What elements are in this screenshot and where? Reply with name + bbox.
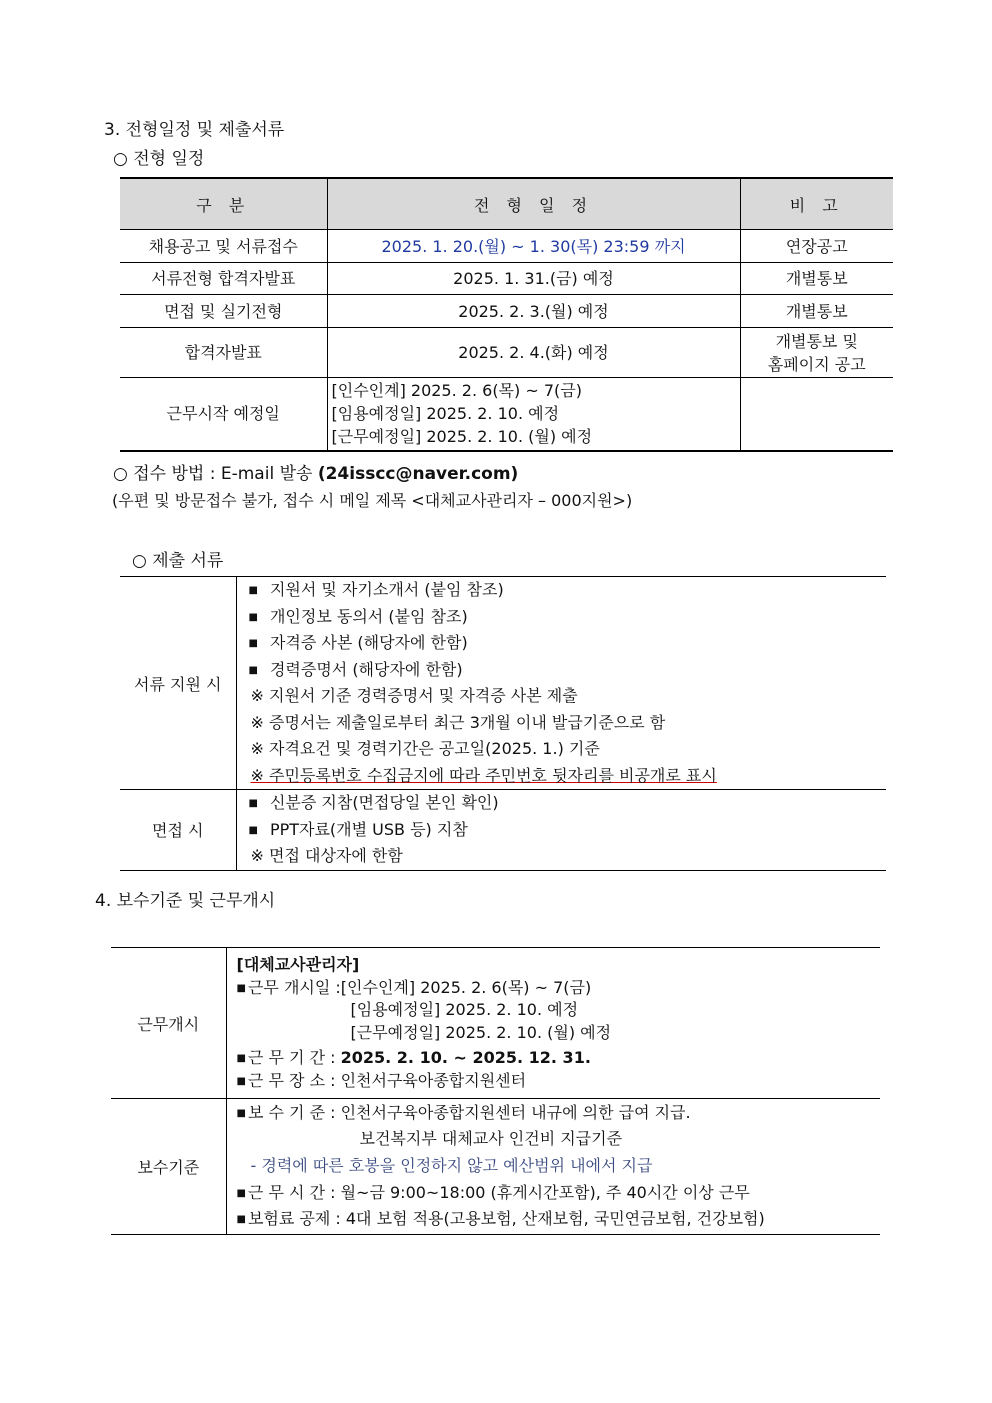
row-category: 서류전형 합격자발표 — [120, 263, 327, 295]
start-date-first: [인수인계] 2025. 2. 6(목) ~ 7(금) — [340, 977, 592, 997]
period-label: 근 무 기 간 : — [247, 1048, 341, 1067]
row-category: 채용공고 및 서류접수 — [120, 230, 327, 263]
note-item: ※ 자격요건 및 경력기간은 공고일(2025. 1.) 기준 — [250, 739, 600, 758]
pay-note: - 경력에 따른 호봉을 인정하지 않고 예산범위 내에서 지급 — [250, 1156, 653, 1175]
pay-line: ■ 보 수 기 준 : 인천서구육아종합지원센터 내규에 의한 급여 지급. — [227, 1101, 881, 1126]
note-item: ※ 증명서는 제출일로부터 최근 3개월 이내 발급기준으로 함 — [250, 712, 666, 732]
pay-details — [226, 1099, 880, 1235]
list-item: ■ 경력증명서 (해당자에 한함) — [237, 657, 887, 684]
pay-row — [111, 1099, 880, 1235]
interview-label: 면접 시 — [120, 790, 236, 871]
period-value: 2025. 2. 10. ~ 2025. 12. 31. — [340, 1048, 591, 1067]
table-row — [120, 378, 893, 451]
pay-table — [111, 947, 880, 1235]
application-items — [236, 577, 886, 790]
section-4-title: 4. 보수기준 및 근무개시 — [95, 891, 276, 911]
schedule-header-row — [120, 178, 893, 230]
place-line: ■ 근 무 장 소 : 인천서구육아종합지원센터 — [227, 1070, 881, 1093]
start-date-label: 근무 개시일 : — [247, 977, 341, 997]
schedule-line: [임용예정일] 2025. 2. 10. 예정 — [331, 404, 560, 424]
row-schedule: 2025. 1. 31.(금) 예정 — [327, 263, 740, 295]
table-row — [120, 328, 893, 378]
list-item: ■ 자격증 사본 (해당자에 한함) — [237, 630, 887, 657]
list-item: ■ PPT자료(개별 USB 등) 지참 — [237, 817, 887, 844]
row-note-line: 개별통보 및 — [775, 331, 858, 351]
list-item: ■ 개인정보 동의서 (붙임 참조) — [237, 604, 887, 631]
list-item: ■ 지원서 및 자기소개서 (붙임 참조) — [237, 577, 887, 604]
row-note — [740, 378, 893, 451]
note-item: ※ 면접 대상자에 한함 — [250, 846, 403, 865]
row-note: 연장공고 — [740, 230, 893, 263]
pay-label: 보수기준 — [111, 1099, 226, 1235]
row-note — [740, 328, 893, 378]
row-category: 합격자발표 — [120, 328, 327, 378]
hours-line: ■ 근 무 시 간 : 월~금 9:00~18:00 (휴게시간포함), 주 40시간 이상 근무 — [227, 1180, 881, 1207]
row-note: 개별통보 — [740, 263, 893, 295]
application-row — [120, 577, 886, 790]
apply-method-prefix: ○ 접수 방법 : E-mail 발송 — [113, 464, 318, 484]
note-item: ※ 지원서 기준 경력증명서 및 자격증 사본 제출 — [250, 686, 578, 705]
apply-note: (우편 및 방문접수 불가, 접수 시 메일 제목 <대체교사관리자 – 000지원>) — [112, 491, 633, 510]
header-note: 비 고 — [740, 178, 893, 230]
schedule-table — [120, 177, 893, 452]
apply-email: (24isscc@naver.com) — [317, 464, 519, 484]
start-row — [111, 948, 880, 1099]
role-title: [대체교사관리자] — [236, 955, 360, 974]
start-details — [226, 948, 880, 1099]
schedule-line: [인수인계] 2025. 2. 6(목) ~ 7(금) — [331, 381, 582, 401]
row-category: 면접 및 실기전형 — [120, 295, 327, 328]
schedule-line: [근무예정일] 2025. 2. 10. (월) 예정 — [331, 427, 593, 447]
apply-method — [113, 459, 518, 484]
row-schedule: 2025. 2. 4.(화) 예정 — [327, 328, 740, 378]
header-schedule: 전 형 일 정 — [327, 178, 740, 230]
schedule-heading: ○ 전형 일정 — [113, 149, 205, 169]
interview-items — [236, 790, 886, 871]
row-category: 근무시작 예정일 — [120, 378, 327, 451]
period-line — [227, 1047, 881, 1070]
note-item-text: ※ 주민등록번호 수집금지에 따라 주민번호 뒷자리를 비공개로 표시 — [250, 765, 717, 785]
row-schedule: 2025. 1. 20.(월) ~ 1. 30(목) 23:59 까지 — [327, 230, 740, 263]
table-row — [120, 230, 893, 263]
header-category: 구 분 — [120, 178, 327, 230]
row-schedule: 2025. 2. 3.(월) 예정 — [327, 295, 740, 328]
row-note: 개별통보 — [740, 295, 893, 328]
note-item — [237, 763, 887, 790]
table-row — [120, 263, 893, 295]
list-item: ■ 신분증 지참(면접당일 본인 확인) — [237, 790, 887, 817]
documents-heading: ○ 제출 서류 — [132, 551, 224, 571]
table-row — [120, 295, 893, 328]
section-3-title: 3. 전형일정 및 제출서류 — [104, 120, 285, 140]
application-label: 서류 지원 시 — [120, 577, 236, 790]
start-date-line: [근무예정일] 2025. 2. 10. (월) 예정 — [350, 1022, 612, 1042]
row-note-line: 홈페이지 공고 — [767, 354, 866, 374]
row-schedule — [327, 378, 740, 451]
start-date-line — [227, 977, 881, 1000]
start-label: 근무개시 — [111, 948, 226, 1099]
start-date-line: [임용예정일] 2025. 2. 10. 예정 — [350, 1000, 579, 1019]
insurance-line: ■ 보험료 공제 : 4대 보험 적용(고용보험, 산재보험, 국민연금보험, 건강보험) — [227, 1207, 881, 1232]
pay-line: 보건복지부 대체교사 인건비 지급기준 — [359, 1129, 623, 1148]
interview-row — [120, 790, 886, 871]
documents-table — [120, 576, 886, 871]
